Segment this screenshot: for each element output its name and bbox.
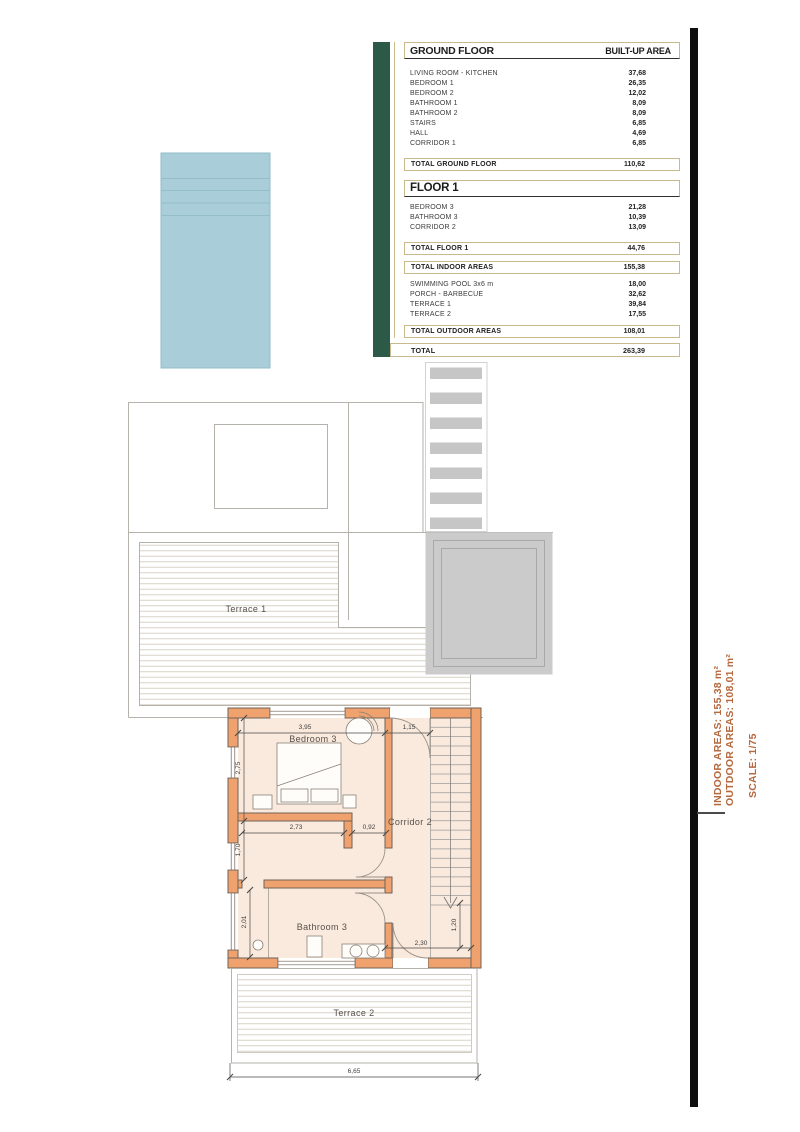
window-bedroom-top — [270, 708, 345, 718]
table-header — [404, 42, 680, 59]
label-terrace-2: Terrace 2 — [333, 1008, 375, 1018]
side-note-indoor: INDOOR AREAS: 155,38 m² — [712, 665, 724, 806]
exterior-step — [430, 493, 482, 505]
row-value: 17,55 — [628, 311, 646, 318]
label-bedroom-3: Bedroom 3 — [289, 734, 337, 744]
table-row — [404, 69, 680, 79]
row-value: 8,09 — [632, 100, 646, 107]
row-value: 39,84 — [628, 301, 646, 308]
row-label: STAIRS — [410, 120, 436, 127]
door-opening-top — [390, 708, 430, 718]
shower-drain — [253, 940, 263, 950]
table-row — [404, 109, 680, 119]
basin-sink — [367, 945, 379, 957]
total-label: TOTAL OUTDOOR AREAS — [411, 328, 502, 335]
table-row — [404, 290, 680, 300]
side-note-rule — [697, 812, 725, 814]
table-row-group — [404, 203, 680, 233]
round-chair — [346, 718, 372, 744]
side-note-outdoor: OUTDOOR AREAS: 108,01 m² — [724, 653, 736, 806]
row-value: 26,35 — [628, 80, 646, 87]
table-row — [404, 79, 680, 89]
side-note-scale: SCALE: 1/75 — [747, 733, 759, 798]
label-corridor-2: Corridor 2 — [387, 817, 433, 827]
row-label: BEDROOM 2 — [410, 90, 454, 97]
table-header-title: GROUND FLOOR — [410, 44, 494, 57]
row-value: 4,69 — [632, 130, 646, 137]
dim-closet-right: 0,92 — [362, 824, 376, 831]
dim-bathroom-depth: 2,01 — [241, 915, 248, 929]
table-row — [404, 119, 680, 129]
dim-bottom-door: 1,20 — [451, 918, 458, 932]
table-row — [404, 300, 680, 310]
row-label: BEDROOM 3 — [410, 204, 454, 211]
row-label: CORRIDOR 1 — [410, 140, 456, 147]
table-section-title: FLOOR 1 — [404, 180, 680, 197]
total-value: 110,62 — [623, 161, 645, 168]
row-value: 37,68 — [628, 70, 646, 77]
exterior-steps — [430, 368, 482, 530]
table-row — [404, 223, 680, 233]
row-label: LIVING ROOM - KITCHEN — [410, 70, 498, 77]
row-label: HALL — [410, 130, 429, 137]
label-terrace-1: Terrace 1 — [225, 604, 267, 614]
nightstand-right — [343, 795, 356, 808]
table-row — [404, 203, 680, 213]
dim-total-width: 6,65 — [347, 1068, 361, 1075]
table-row — [404, 280, 680, 290]
sheet-edge-bar — [690, 28, 698, 1107]
row-label: TERRACE 2 — [410, 311, 452, 318]
swimming-pool — [161, 153, 270, 368]
grand-total-value: 263,39 — [623, 345, 645, 355]
table-total-row — [404, 242, 680, 255]
exterior-step — [430, 443, 482, 455]
table-row — [404, 310, 680, 320]
dim-closet-width: 2,73 — [289, 824, 303, 831]
row-label: BATHROOM 3 — [410, 214, 458, 221]
dim-bedroom-width: 3,95 — [298, 724, 312, 731]
dim-top-door: 1,15 — [402, 724, 416, 731]
grand-total-label: TOTAL — [411, 345, 436, 355]
row-value: 6,85 — [632, 140, 646, 147]
grand-total-row — [390, 343, 680, 357]
exterior-stairs — [426, 363, 488, 532]
exterior-step — [430, 468, 482, 480]
window-bathroom-left — [228, 893, 238, 950]
label-bathroom-3: Bathroom 3 — [296, 922, 348, 932]
table-header-unit: BUILT-UP AREA — [605, 45, 671, 56]
table-total-row — [404, 158, 680, 171]
row-label: PORCH - BARBECUE — [410, 291, 484, 298]
total-value: 108,01 — [623, 328, 645, 335]
bed-pillow — [281, 789, 308, 802]
row-label: BATHROOM 1 — [410, 100, 458, 107]
total-value: 44,76 — [627, 245, 645, 252]
table-row — [404, 89, 680, 99]
dim-corridor-bottom: 2,30 — [414, 940, 428, 947]
table-row — [404, 213, 680, 223]
total-label: TOTAL GROUND FLOOR — [411, 161, 497, 168]
toilet — [307, 936, 322, 957]
row-value: 8,09 — [632, 110, 646, 117]
dim-bedroom-depth: 2,75 — [235, 761, 242, 775]
row-value: 18,00 — [628, 281, 646, 288]
row-label: SWIMMING POOL 3x6 m — [410, 281, 494, 288]
table-row-group — [404, 69, 680, 149]
exterior-step — [430, 368, 482, 380]
table-row-group — [404, 280, 680, 320]
window-bathroom-bottom — [278, 958, 355, 968]
row-label: CORRIDOR 2 — [410, 224, 456, 231]
row-label: BATHROOM 2 — [410, 110, 458, 117]
porch — [426, 533, 553, 675]
door-opening-bottom — [393, 958, 428, 968]
dim-closet-depth: 1,70 — [235, 843, 242, 857]
row-label: TERRACE 1 — [410, 301, 452, 308]
floor1-interior — [233, 713, 476, 963]
table-total-row — [404, 261, 680, 274]
table-row — [404, 99, 680, 109]
row-value: 6,85 — [632, 120, 646, 127]
table-row — [404, 129, 680, 139]
exterior-step — [430, 393, 482, 405]
row-value: 32,62 — [628, 291, 646, 298]
terrace-1 — [140, 543, 471, 706]
row-value: 13,09 — [628, 224, 646, 231]
table-accent-bar — [373, 42, 390, 357]
nightstand-left — [253, 795, 272, 809]
exterior-step — [430, 418, 482, 430]
row-value: 10,39 — [628, 214, 646, 221]
exterior-step — [430, 518, 482, 530]
bed-pillow — [311, 789, 338, 802]
area-table-sections — [404, 42, 680, 338]
table-total-row — [404, 325, 680, 338]
table-row — [404, 139, 680, 149]
row-value: 21,28 — [628, 204, 646, 211]
row-label: BEDROOM 1 — [410, 80, 454, 87]
basin-sink — [350, 945, 362, 957]
total-label: TOTAL INDOOR AREAS — [411, 264, 494, 271]
row-value: 12,02 — [628, 90, 646, 97]
total-label: TOTAL FLOOR 1 — [411, 245, 469, 252]
total-value: 155,38 — [623, 264, 645, 271]
table-left-rule — [394, 42, 395, 338]
